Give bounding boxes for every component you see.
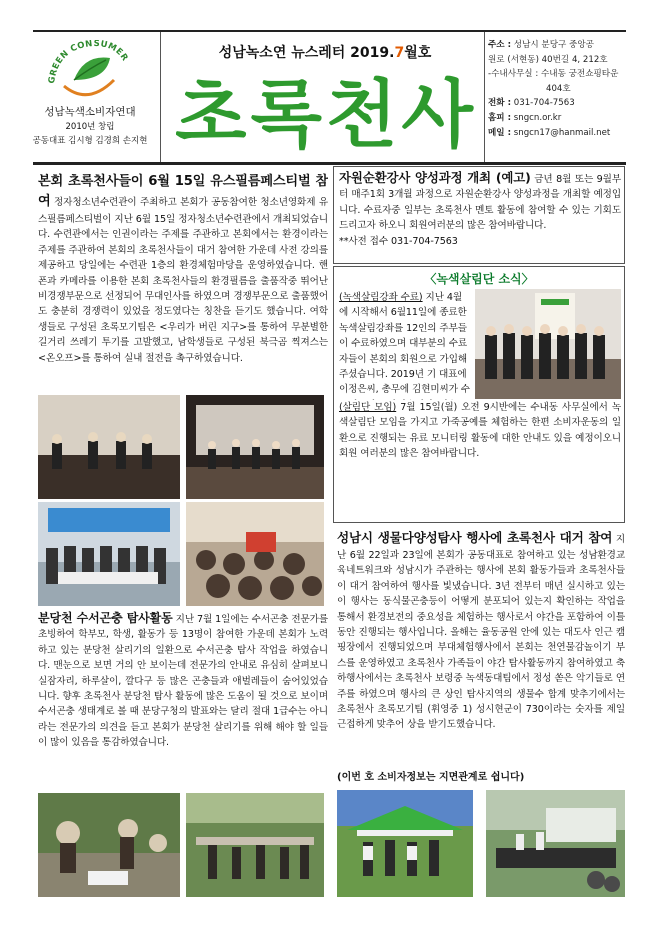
green-living-meeting: [339, 400, 621, 520]
biodiversity-photo-1: [337, 790, 473, 897]
issue-prefix: 성남녹소연 뉴스레터 2019.: [218, 45, 395, 61]
header-divider-left: [160, 32, 161, 162]
lecture-body-part: 지난 4월에 시작해서 6월11일에 종료한 녹색살림강좌를 12인의 주부들이 수료하였으며 대부분의 수료자들이 본회의 회원으로 가입해 주셨습니다. 2019년 기 대표에 이정은씨, 총무에 김현미씨가 수: [339, 292, 470, 396]
stage-icon: [38, 395, 180, 499]
recycle-register: **사전 접수 031-704-7563: [339, 235, 458, 247]
stage-icon: [186, 395, 324, 499]
biodiversity-article: [337, 528, 625, 776]
crowd-icon: [186, 502, 324, 606]
header-divider-right: [484, 32, 485, 162]
tent-icon: [337, 790, 473, 897]
insects-photo-1: [38, 793, 180, 897]
festival-article: [38, 172, 328, 392]
org-representatives: 공동대표 김시형 김경희 손지현: [32, 136, 148, 146]
address-line-3: -수내사무실 : 수내동 궁전쇼핑타운: [488, 69, 619, 80]
biodiversity-headline: 성남시 생물다양성탐사 행사에 초록천사 대거 참여: [337, 530, 613, 545]
bridge-icon: [186, 793, 324, 897]
phone-number: 031-704-7563: [513, 98, 575, 109]
biodiversity-body: 지난 6월 22일과 23일에 본회가 공동대표로 참여하고 있는 성남환경교육네트워크와 성남시가 주관하는 행사에 본회 활동가들과 초록천사들이 대거 참여하여 행사를 빛냈습니다. 3년 전부터 매년 실시하고 있는 이 행사는 동식물곤충등이 어떻게 분포되어 있는지 확인하는 작업을 통해서 환경보전의 중요성을 체험하는 행사로서 야간을 포함하여 이틀 동안 진행되는 행사입니다. 올해는 율동공원 안에 있는 대도사 인근 캠핑장에서 진행되었으며 부대체험행사에서 본회는 천연물감놀이기 부스를 운영하였고 초록천사 가족들이 야간 탐사활동까지 참여하였고 축하행사에서는 초록천사 보령중 녹색동대팀에서 정성 쏟은 악기들로 연주를 하였으며 행사의 큰 상인 탐사지역의 생물수 합계 맞추기에서는 초록천사 초록모기팀 (휘영중 1) 성시현군이 730이라는 숫자를 제일 근접하게 맞추어 상을 받기도했습니다.: [337, 534, 625, 731]
green-living-photo: [475, 289, 621, 399]
recycle-headline: 자원순환강사 양성과정 개최 (예고): [339, 170, 531, 185]
email-link[interactable]: sngcn17@hanmail.net: [513, 127, 611, 138]
homepage-link[interactable]: sngcn.or.kr: [513, 112, 562, 123]
stream-icon: [38, 793, 180, 897]
email-label: 메일 :: [488, 127, 512, 138]
contact-info: [488, 38, 628, 140]
festival-photo-4: [186, 502, 324, 606]
insects-photo-2: [186, 793, 324, 897]
insects-headline: 분당천 수서곤충 탐사활동: [38, 611, 173, 625]
group-photo-icon: [475, 289, 621, 399]
festival-headline: 본회 초록천사들이 6월 15일 유스필름페스티벌 참여: [38, 174, 328, 209]
masthead-title-text: 초록천사: [176, 72, 476, 158]
issue-month: 7: [394, 45, 405, 61]
meeting-tag: (살림단 모임): [339, 402, 397, 413]
insects-article: [38, 611, 328, 797]
green-living-lecture-top: [339, 290, 471, 400]
festival-article-text: [38, 172, 328, 392]
lecture-tag: (녹색살림강좌 수료): [339, 292, 423, 303]
festival-photo-3: [38, 502, 180, 606]
stage-icon: [486, 790, 625, 897]
recycle-article: [339, 170, 621, 262]
newsletter-issue: [175, 42, 475, 62]
group-photo-icon: [38, 502, 180, 606]
address-line-4: 404호: [546, 83, 571, 94]
header-top-rule: [33, 30, 626, 32]
phone-label: 전화 :: [488, 98, 512, 109]
org-founded: 2010년 창립: [65, 122, 115, 132]
header-bottom-rule: [33, 162, 626, 165]
recycle-body: 금년 8월 또는 9월부터 매주1회 3개월 과정으로 자원순환강사 양성과정을 개최할 예정입니다. 수료자중 일부는 초록천사 멘토 활동에 참여할 수 있는 기회도 드리고자 하오니 회원여러분의 많은 참여바랍니다.: [339, 174, 621, 232]
org-logo: [44, 40, 132, 102]
homepage-label: 홈피 :: [488, 112, 512, 123]
address-line-2: 원로 (서현동) 40번길 4, 212호: [488, 54, 608, 65]
festival-photo-2: [186, 395, 324, 499]
address-line-1: 성남시 분당구 중앙공: [513, 40, 594, 50]
festival-photo-1: [38, 395, 180, 499]
masthead-title: [176, 62, 476, 158]
issue-suffix: 월호: [404, 45, 432, 61]
green-living-title: 〈녹색살림단 소식〉: [424, 272, 534, 286]
meeting-body: 7월 15일(월) 오전 9시반에는 수내동 사무실에서 녹색살림단 모임을 가지고 가죽공예를 체험하는 한편 소비자운동의 일환으로 진행되는 유료 모니터링 활동에 대한 안내도 있을 예정이오니 회원 여러분의 많은 참여바랍니다.: [339, 402, 621, 460]
biodiversity-footer-note: (이번 호 소비자정보는 지면관계로 쉽니다): [337, 772, 525, 783]
insects-body: 지난 7월 1일에는 수서곤충 전문가를 초빙하여 학부모, 학생, 활동가 등 13명이 참여한 가운데 본회가 노력하고 있는 분당천 살리기의 일환으로 수서곤충 탐사 작업을 하였습니다. 맨눈으로 보면 거의 안 보이는데 전문가의 안내로 유심히 살펴보니 실잠자리, 하루살이, 깔다구 등 많은 곤충들과 애벌레들이 숨어있었습니다. 향후 초록천사 분당천 탐사 활동에 많은 도움이 될 것으로 보이며 수서곤충 생태계로 볼 때 분당구청의 발표와는 달리 절대 1급수는 아니라는 전문가의 의견을 듣고 본회가 분당천 살리기를 위해 해야 할 일들이 많이 있음을 통감하였습니다.: [38, 614, 328, 749]
logo-text: GREEN CONSUMER: [47, 40, 130, 85]
org-name: 성남녹색소비자연대: [44, 106, 136, 118]
festival-body: 정자청소년수련관이 주최하고 본회가 공동참여한 청소년영화제 유스필름페스티벌이 지난 6월 15일 정자청소년수련관에서 개최되었습니다. 수련관에서는 인권이라는 주제를 주관하고 본회에서는 환경이라는 주제를 주관하여 본회의 초록천사들이 대거 참여한 가운데 사전 강의를 제공하고 당일에는 수련관 1층의 환경체험마당을 운영하였습니다. 핸폰과 카메라를 이용한 본회 초록천사들의 환경필름을 출품작중 뛰어난 비경쟁부문으로 선정되어 무대인사를 하였으며 경쟁부문으로 출품했어도 충분히 경쟁력이 있었을 정도였다는 칭찬을 듣기도 했습니다. 여학생들로 구성된 초록모기팀은 <우리가 버린 지구>를 통하여 무분별한 길거리 쓰레기 투기를 고발했고, 남학생들로 구성된 북극곰 찍져스는 <온오프>를 통하여 실내 절전을 촉구하였습니다.: [38, 197, 328, 364]
address-label: 주소 :: [488, 40, 512, 50]
biodiversity-photo-2: [486, 790, 625, 897]
